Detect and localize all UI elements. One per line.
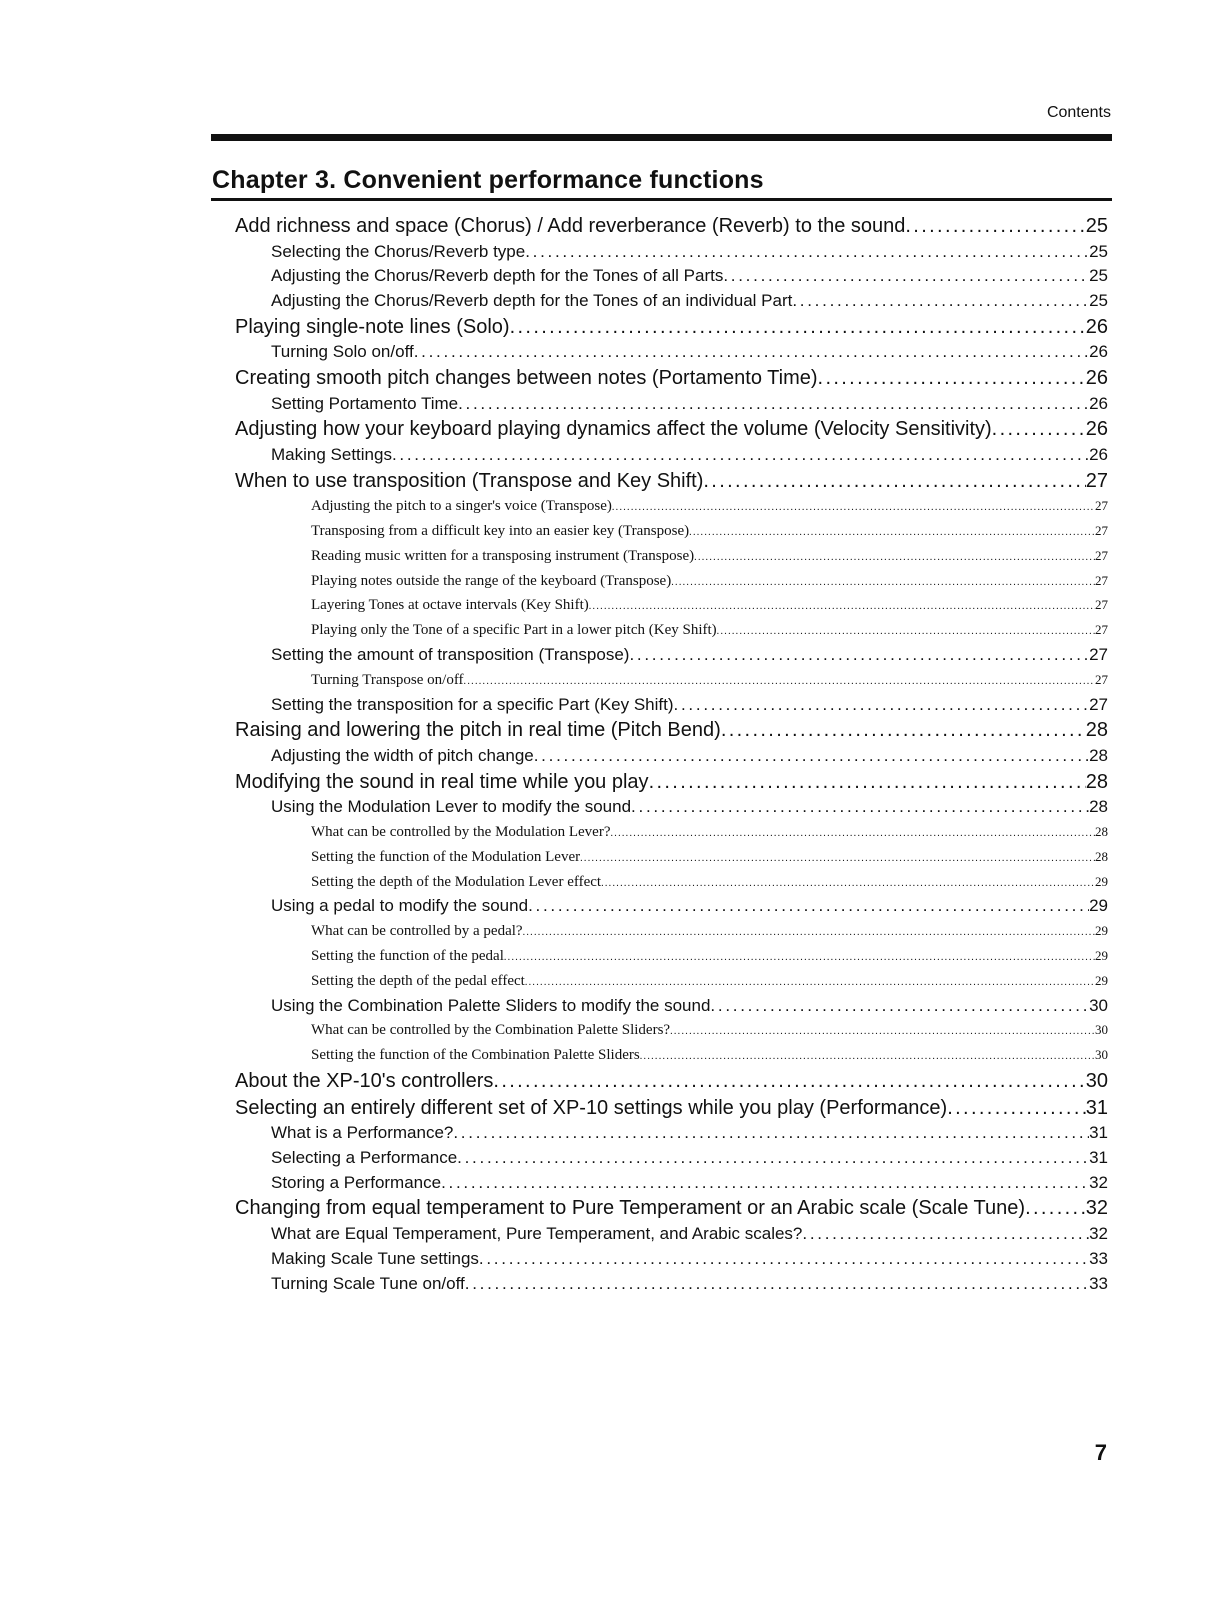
toc-entry-page: 29 [1095,948,1108,964]
dot-leader [610,820,1095,847]
toc-entry-title: Creating smooth pitch changes between notes (Portamento Time) [235,367,818,390]
dot-leader [905,213,1085,240]
toc-entry-title: Setting the function of the pedal [311,948,504,965]
toc-entry-page: 31 [1089,1147,1108,1167]
toc-entry-title: Selecting the Chorus/Reverb type [271,241,526,261]
toc-entry-title: Using the Combination Palette Sliders to modify the sound [271,995,711,1015]
dot-leader [670,1018,1095,1045]
toc-entry-page: 26 [1085,315,1108,338]
dot-leader [464,668,1095,695]
toc-entry-page: 27 [1089,694,1108,714]
toc-entry[interactable] [210,264,1108,289]
toc-entry-title: Adjusting how your keyboard playing dynamics affect the volume (Velocity Sensitivity) [235,418,992,441]
toc-entry-page: 28 [1089,745,1108,765]
toc-entry[interactable] [210,1018,1108,1043]
toc-entry-title: What are Equal Temperament, Pure Temperament, and Arabic scales? [271,1223,803,1243]
dot-leader [703,468,1085,495]
toc-entry[interactable] [210,919,1108,944]
toc-entry[interactable] [210,340,1108,365]
dot-leader [818,365,1086,392]
toc-entry-title: Changing from equal temperament to Pure Temperament or an Arabic scale (Scale Tune) [235,1197,1026,1220]
dot-leader [601,870,1095,897]
toc-entry-page: 30 [1089,995,1108,1015]
toc-entry-page: 29 [1095,972,1108,988]
toc-entry-title: Setting Portamento Time [271,393,459,413]
toc-entry[interactable] [210,416,1108,443]
dot-leader [674,693,1090,718]
toc-entry-page: 33 [1089,1273,1108,1293]
dot-leader [694,544,1095,571]
toc-entry[interactable] [210,1195,1108,1222]
dot-leader [453,1121,1089,1146]
toc-entry[interactable] [210,569,1108,594]
toc-entry-title: Setting the amount of transposition (Transpose) [271,645,630,665]
dot-leader [717,618,1095,645]
toc-entry[interactable] [210,870,1108,895]
toc-entry-page: 27 [1095,523,1108,539]
dot-leader [649,769,1086,796]
dot-leader [534,744,1089,769]
dot-leader [1025,1195,1086,1222]
toc-entry[interactable] [210,744,1108,769]
toc-entry-page: 27 [1095,622,1108,638]
toc-entry-page: 26 [1085,418,1108,441]
toc-entry[interactable] [210,213,1108,240]
toc-entry[interactable] [210,519,1108,544]
toc-entry-page: 27 [1089,645,1108,665]
dot-leader [525,240,1089,265]
toc-entry[interactable] [210,593,1108,618]
toc-entry[interactable] [210,468,1108,495]
toc-entry[interactable] [210,1095,1108,1122]
dot-leader [671,569,1095,596]
toc-entry[interactable] [210,795,1108,820]
toc-entry-title: Making Settings [271,444,392,464]
toc-entry-title: Add richness and space (Chorus) / Add reverberance (Reverb) to the sound [235,215,906,237]
toc-entry[interactable] [210,969,1108,994]
toc-entry-page: 27 [1095,671,1108,687]
toc-entry-page: 27 [1095,498,1108,514]
toc-entry-page: 28 [1089,797,1108,817]
toc-entry-title: Turning Solo on/off [271,342,414,362]
toc-entry[interactable] [210,314,1108,341]
toc-entry-title: Turning Transpose on/off [311,671,464,688]
dot-leader [992,416,1086,443]
toc-entry[interactable] [210,365,1108,392]
dot-leader [792,289,1089,314]
toc-entry-title: What can be controlled by a pedal? [311,923,523,940]
toc-entry-title: When to use transposition (Transpose and Key Shift) [235,469,704,492]
toc-entry[interactable] [210,944,1108,969]
toc-entry-title: Selecting an entirely different set of XP-10 settings while you play (Performance) [235,1096,948,1119]
toc-entry[interactable] [210,1222,1108,1247]
dot-leader [528,894,1089,919]
dot-leader [689,519,1095,546]
dot-leader [458,392,1089,417]
dot-leader [457,1146,1089,1171]
toc-entry-page: 28 [1095,848,1108,864]
page-number: 7 [1094,1440,1107,1465]
top-rule [211,134,1112,141]
toc-entry-title: Selecting a Performance [271,1147,458,1167]
toc-entry-page: 32 [1085,1197,1108,1220]
dot-leader [802,1222,1089,1247]
table-of-contents [210,213,1108,1296]
dot-leader [612,494,1095,521]
toc-entry-title: Adjusting the Chorus/Reverb depth for the Tones of an individual Part [271,291,793,311]
toc-entry-page: 30 [1095,1022,1108,1038]
toc-entry[interactable] [210,693,1108,718]
toc-entry[interactable] [210,845,1108,870]
toc-entry-title: Adjusting the Chorus/Reverb depth for the Tones of all Parts [271,266,724,286]
dot-leader [723,264,1089,289]
dot-leader [441,1171,1089,1196]
dot-leader [640,1043,1095,1070]
toc-entry[interactable] [210,1121,1108,1146]
toc-entry[interactable] [210,392,1108,417]
toc-entry-title: Using a pedal to modify the sound [271,896,529,916]
dot-leader [465,1272,1089,1297]
toc-entry-page: 30 [1085,1070,1108,1093]
toc-entry-page: 27 [1095,547,1108,563]
toc-entry[interactable] [210,894,1108,919]
toc-entry-title: Setting the depth of the pedal effect [311,972,525,989]
chapter-title: Chapter 3. Convenient performance functions [212,166,764,194]
toc-entry-title: What can be controlled by the Modulation Lever? [311,824,611,841]
toc-entry[interactable] [210,443,1108,468]
dot-leader [721,717,1086,744]
toc-entry-page: 26 [1089,444,1108,464]
toc-entry-title: Turning Scale Tune on/off [271,1273,465,1293]
toc-entry-page: 28 [1085,770,1108,793]
toc-entry-page: 25 [1089,241,1108,261]
toc-entry-title: What is a Performance? [271,1123,454,1143]
toc-entry-title: Raising and lowering the pitch in real time (Pitch Bend) [235,719,721,742]
running-head: Contents [1046,104,1111,121]
toc-entry-page: 25 [1085,215,1108,237]
toc-entry[interactable] [210,289,1108,314]
toc-entry-title: Modifying the sound in real time while you play [235,770,649,793]
toc-entry-title: Setting the function of the Combination Palette Sliders [311,1047,640,1064]
toc-entry[interactable] [210,769,1108,796]
toc-entry[interactable] [210,1043,1108,1068]
toc-entry[interactable] [210,1146,1108,1171]
toc-entry-page: 29 [1095,923,1108,939]
toc-entry[interactable] [210,618,1108,643]
toc-entry-page: 31 [1089,1123,1108,1143]
toc-entry-title: Setting the function of the Modulation Lever [311,848,581,865]
dot-leader [525,969,1095,996]
dot-leader [414,340,1089,365]
toc-entry[interactable] [210,668,1108,693]
toc-entry-page: 25 [1089,291,1108,311]
dot-leader [947,1095,1086,1122]
toc-entry[interactable] [210,240,1108,265]
dot-leader [504,944,1095,971]
toc-entry-page: 28 [1085,719,1108,742]
toc-entry-title: Setting the depth of the Modulation Lever effect [311,873,602,890]
toc-entry-title: Storing a Performance [271,1172,442,1192]
dot-leader [631,795,1089,820]
toc-entry-title: Making Scale Tune settings [271,1248,479,1268]
toc-entry[interactable] [210,1171,1108,1196]
toc-entry-page: 27 [1095,597,1108,613]
toc-entry-title: Playing only the Tone of a specific Part in a lower pitch (Key Shift) [311,622,717,639]
toc-entry-title: Reading music written for a transposing instrument (Transpose) [311,547,695,564]
dot-leader [392,443,1089,468]
toc-entry-title: Playing notes outside the range of the keyboard (Transpose) [311,572,672,589]
toc-entry-page: 26 [1089,342,1108,362]
toc-entry-page: 32 [1089,1172,1108,1192]
dot-leader [589,593,1095,620]
toc-entry-title: What can be controlled by the Combination Palette Sliders? [311,1022,671,1039]
toc-entry-title: Setting the transposition for a specific Part (Key Shift) [271,694,674,714]
chapter-rule [211,198,1112,201]
dot-leader [523,919,1095,946]
toc-entry-page: 27 [1095,572,1108,588]
toc-entry-page: 29 [1089,896,1108,916]
toc-entry-title: Playing single-note lines (Solo) [235,315,510,338]
toc-entry[interactable] [210,994,1108,1019]
toc-entry-title: Using the Modulation Lever to modify the sound [271,797,632,817]
toc-entry-page: 28 [1095,824,1108,840]
dot-leader [510,314,1086,341]
toc-entry[interactable] [210,717,1108,744]
toc-entry-page: 31 [1085,1096,1108,1119]
toc-entry-page: 25 [1089,266,1108,286]
toc-entry-page: 33 [1089,1248,1108,1268]
dot-leader [710,994,1089,1019]
toc-entry-page: 30 [1095,1047,1108,1063]
toc-entry-title: Layering Tones at octave intervals (Key Shift) [311,597,589,614]
dot-leader [580,845,1095,872]
toc-entry[interactable] [210,494,1108,519]
toc-entry[interactable] [210,820,1108,845]
toc-entry[interactable] [210,1272,1108,1297]
toc-entry-page: 26 [1085,367,1108,390]
toc-entry-page: 26 [1089,393,1108,413]
toc-entry-title: Adjusting the pitch to a singer's voice (Transpose) [311,498,612,515]
toc-entry-page: 32 [1089,1223,1108,1243]
dot-leader [479,1247,1089,1272]
toc-entry-title: About the XP-10's controllers [235,1070,494,1093]
dot-leader [493,1068,1085,1095]
toc-entry[interactable] [210,1247,1108,1272]
toc-entry[interactable] [210,1068,1108,1095]
toc-entry-title: Transposing from a difficult key into an easier key (Transpose) [311,523,690,540]
toc-entry-title: Adjusting the width of pitch change [271,745,534,765]
toc-entry[interactable] [210,544,1108,569]
toc-entry-page: 27 [1085,469,1108,492]
toc-entry-page: 29 [1095,873,1108,889]
toc-entry[interactable] [210,643,1108,668]
dot-leader [629,643,1089,668]
